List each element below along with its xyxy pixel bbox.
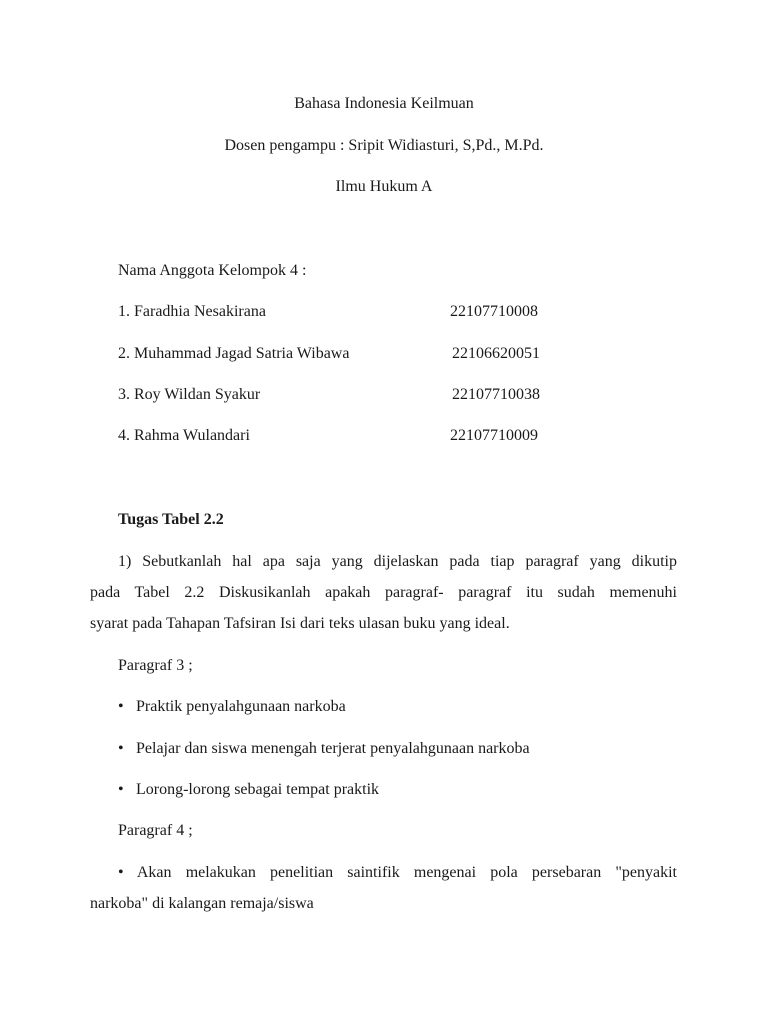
question-line: 1) Sebutkanlah hal apa saja yang dijelaskan pada tiap paragraf yang dikutip bbox=[118, 553, 677, 570]
member-name: 3. Roy Wildan Syakur bbox=[118, 386, 261, 403]
member-name: 4. Rahma Wulandari bbox=[118, 427, 250, 444]
group-heading: Nama Anggota Kelompok 4 : bbox=[118, 262, 307, 279]
list-item-text: Pelajar dan siswa menengah terjerat penyalahgunaan narkoba bbox=[136, 740, 530, 757]
bullet-icon: • bbox=[118, 740, 124, 757]
course-title: Bahasa Indonesia Keilmuan bbox=[294, 95, 474, 112]
member-nim: 22107710038 bbox=[452, 386, 540, 403]
paragraph4-label: Paragraf 4 ; bbox=[118, 822, 193, 839]
list-item-line: • Akan melakukan penelitian saintifik mengenai pola persebaran "penyakit bbox=[118, 864, 677, 881]
task-title: Tugas Tabel 2.2 bbox=[118, 511, 224, 528]
member-name: 1. Faradhia Nesakirana bbox=[118, 303, 266, 320]
paragraph3-label: Paragraf 3 ; bbox=[118, 657, 193, 674]
member-nim: 22106620051 bbox=[452, 345, 540, 362]
bullet-icon: • bbox=[118, 698, 124, 715]
question-line: syarat pada Tahapan Tafsiran Isi dari teks ulasan buku yang ideal. bbox=[90, 615, 510, 632]
question-line: pada Tabel 2.2 Diskusikanlah apakah paragraf- paragraf itu sudah memenuhi bbox=[90, 584, 677, 601]
member-nim: 22107710009 bbox=[450, 427, 538, 444]
class-name: Ilmu Hukum A bbox=[335, 178, 433, 195]
list-item-line: narkoba" di kalangan remaja/siswa bbox=[90, 895, 314, 912]
list-item bbox=[118, 697, 346, 717]
member-name: 2. Muhammad Jagad Satria Wibawa bbox=[118, 345, 350, 362]
member-nim: 22107710008 bbox=[450, 303, 538, 320]
list-item bbox=[118, 780, 379, 800]
bullet-icon: • bbox=[118, 781, 124, 798]
list-item bbox=[118, 739, 530, 759]
list-item-text: Lorong-lorong sebagai tempat praktik bbox=[136, 781, 380, 798]
list-item-text: Praktik penyalahgunaan narkoba bbox=[136, 698, 346, 715]
lecturer-line: Dosen pengampu : Sripit Widiasturi, S,Pd., M.Pd. bbox=[224, 137, 544, 154]
